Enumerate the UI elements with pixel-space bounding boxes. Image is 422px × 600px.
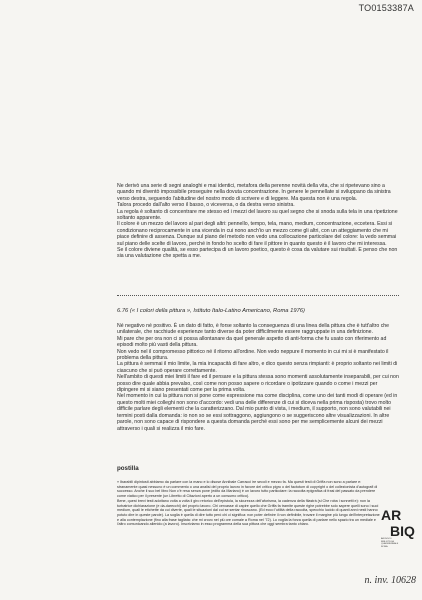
paragraph: Non vedo nel il compromesso pittorico né il ritorno all'ordine. Non vedo neppure il momento in cui mi si è manifestato il problema della pittura. <box>117 348 389 362</box>
paragraph: Se il colore diviene qualità, se esso partecipa di un lavoro poetico, questo è cosa da valutare sui risultati. E penso che non sia una valutazione che spetta a me. <box>117 247 398 260</box>
paragraph: Nel momento in cui la pittura non si pone come espressione ma come disciplina, come uno dei tanti modi di operare (ed in questo molti miei colleghi non sono d'accordo: vedi una delle differenze di cui si diceva nella prima risposta) trovo molto difficile parlare degli elementi che la caratterizzano. Dal mio punto di vista, i medium, il supporto, non sono valutabili nei termini posti dalla domanda: io non so se essi sottraggono, aggiungono o se suggeriscono altre visualizzazioni. In altre parole, non sono capace di rispondere a questa domanda perché essi sono per me semplicemente alcuni dei mezzi attraverso i quali si realizza il mio fare. <box>117 393 398 432</box>
logo-line: ARCHIVIO <box>381 538 392 540</box>
divider <box>117 295 399 296</box>
paragraph: Talora procedo dall'alto verso il basso, o viceversa, o da destra verso sinistra. <box>117 202 295 209</box>
paragraph: Mi pare che per ora non ci si possa allontanare da quel generale aspetto di anti-forma che fu usato con riferimento ad episodi molto più vasti della pittura. <box>117 335 387 349</box>
archive-stamp: TO0153387A <box>358 3 414 13</box>
svg-text:AR: AR <box>381 507 402 523</box>
statement-section-2 <box>117 323 399 432</box>
postilla-heading: postilla <box>117 465 139 472</box>
paragraph: La pittura è semmai il mio limite, la mia incapacità di fare altro, e dico questo senza rimpianti: è proprio soltanto nei limiti di ciascuno che si può operare correttamente. <box>117 361 398 374</box>
statement-section-1 <box>117 183 399 260</box>
svg-text:BIQ: BIQ <box>390 523 415 539</box>
logo-line: ROMA <box>381 545 388 548</box>
postilla-text <box>117 480 382 527</box>
paragraph: La regola è soltanto di concentrare me stesso ed i mezzi del lavoro su quel segno che si snoda sulla tela in una ripetizione soltanto apparente. <box>117 208 398 222</box>
logo-caption <box>381 538 415 548</box>
paragraph: Bene, quest brevi testi adottano volta a volta il giro retorico dell'epistola, la sicurezza dell'aforisma, la cadenza della filastrà (si Che roba i sonnetti e): non la turbatrice dichiarazione (e da-darecchi) del proprio lavoro. Chi cercasse di capire quello che Griffa fa tramite queste righe potrebbe solo sapere quelli sono i suoi medium, quali le etichette da cui diverte, quali le situazioni dal cui se sentar rinoscano. (Ed ecco l'utilità della raccolta, specchio lucido di quanti anni nesti hanno potuto dire in queste parole). La soglia è quella di dire tutto però chi ci significa: non poter definire il non definibile, trovare il margine più lungo dell'interpretazione e alla contemplazione (fino alla frase tagliata: che mi crovo nel più ore comale a Roma nel '72). Lo voglia la forza quella di parlare nello spazio tra un mediale e l'altro comunicando allenido (a lavoro). Inscriviamo in esso programma della sua pittura che oggi sembra tanto chiaro. <box>117 498 380 527</box>
paragraph: Né negativo né positivo. È un dato di fatto, è forse soltanto la conseguenza di una linea della pittura che è tutt'altro che unilaterale, che racchiude esperienze tanto diverse da poter difficilmente essere raggruppate in una definizione. <box>117 323 390 336</box>
logo-line: BIBLIOTECA <box>381 540 394 543</box>
inventory-number: n. inv. 10628 <box>364 575 416 586</box>
section-caption: 6.76 (« I colori della pittura », Istituto Italo-Latino Americano, Roma 1976) <box>117 308 305 314</box>
paragraph: « Ibarabili dipintosti abbiamo da parlare con la mano e lo disose Annibale Carracci ire secoli e mezzo fa. Ma questi testi di Griffa non sono a parlare e: stranamente quasi nessuno è un commento o una analisi del proprio lavoro in favore del critico pigro o del factotum di copyright o del collezionista d'autografi di successo. Anche il suo bel libro Non c'è resa senza pone (edito da Mariano) è un lavoro tutto particolare: la raccolta epigrafica di frasi del passato da prendere come viatico per il presente (un Libretto di Citazioni aperto a un consumo critico). <box>117 480 378 499</box>
paragraph: Il colore è un mezzo del lavoro al pari degli altri: pennello, tempo, tela, mano, medium, concentrazione, eccetera. Essi si condizionano reciprocamente in una vicenda in cui nono anch'io un mezzo come gli altri, con un atteggiamento che mi piace definire di assenza. Dunque sul piano del metodo non vedo una collocazione particolare del colore: la vedo semmai sul piano delle scelte di lavoro, perché in fondo ho scelto di fare il pittore in quanto questo è il lavoro che mi interessa. <box>117 221 397 247</box>
paragraph: Ne derivò una serie di segni analoghi e mai identici, metafora della perenne novità della vita, che si ripetevano sino a quando mi diventò impossibile proseguire nella dovuta concentrazione. In genere le pennellate si sviluppano da sinistra verso destra, seguendo l'abitudine del nostro modo di scrivere e di leggere. Ma questa non è una regola. <box>117 183 391 202</box>
logo-line: QUADRIENNALE <box>381 543 399 546</box>
paragraph: Nell'ambito di questi miei limiti il fare ed il pensare e la pittura stessa sono momenti assolutamente inseparabili, per cui non posso dire quale abbia prevalso, così come non posso sapere o ricordare o ipotizzare quando o come i mezzi per dipingere mi si siano presentati come per la prima volta. <box>117 374 399 394</box>
